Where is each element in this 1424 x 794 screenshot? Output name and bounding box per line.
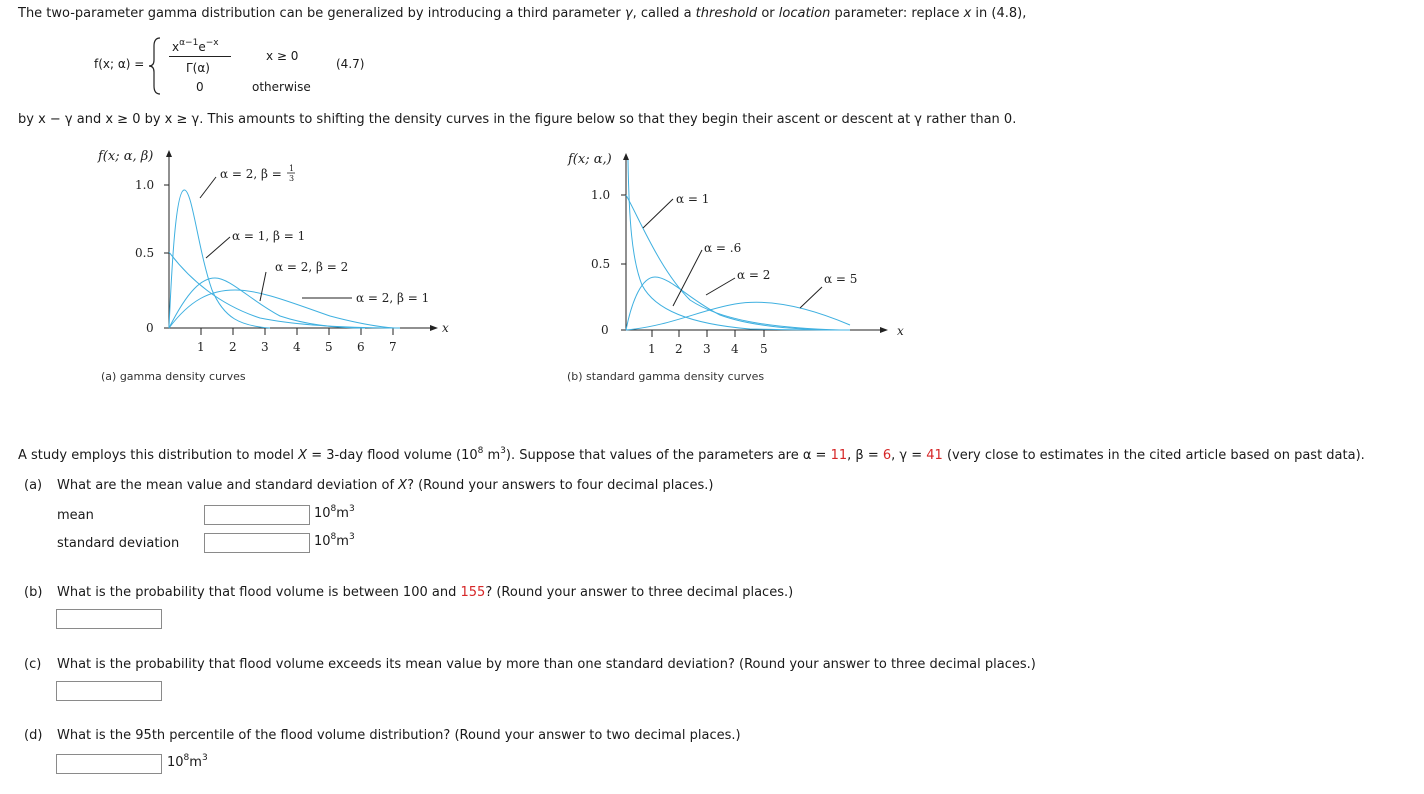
mean-unit: $10^8m^3$ [314,504,355,521]
intro-gamma: γ [624,6,633,21]
fig-a-ytick-05: 0.5 [135,246,155,260]
part-c-input[interactable] [56,681,162,701]
fig-a-ytick-1: 1.0 [135,178,155,192]
intro-threshold: threshold [695,6,758,21]
intro-mid2: parameter: replace [830,6,964,21]
fig-b-label-a5: α = 5 [824,272,858,286]
fig-b-curve-a5 [626,302,850,330]
part-d-label: (d) [24,728,43,743]
fig-b-ytick-05: 0.5 [591,257,611,271]
fig-a-ylabel: f(x; α, β) [98,149,154,164]
fig-a-xaxis-arrow [430,325,438,331]
fig-b-curve-a2 [626,277,830,330]
eq-case1-condition: x ≥ 0 [266,49,299,63]
fig-b-xtick-1: 1 [648,342,656,356]
part-b-input[interactable] [56,609,162,629]
fig-a-caption: (a) gamma density curves [101,370,246,383]
replace-text: by x − γ and x ≥ 0 by x ≥ γ. This amounts to shifting the density curves in the figure below so that they begin their ascent or descent at γ rather than 0. [18,112,1017,127]
eq-number: (4.7) [336,57,365,71]
fig-b-label-a1: α = 1 [676,192,710,206]
beta-value: 6 [882,448,892,463]
intro-post: in (4.8), [971,6,1027,21]
intro-location: location [778,6,831,21]
part-c-label: (c) [24,657,42,672]
gamma-value: 41 [926,448,943,463]
eq-brace [148,36,162,96]
fig-a-xtick-5: 5 [325,340,333,354]
eq-fraction-bar [169,56,231,57]
fig-a-label-frac-den: 3 [289,174,295,183]
part-c-question: What is the probability that flood volume exceeds its mean value by more than one standard deviation? (Round your answer to three decimal places.) [57,657,1036,672]
fig-a-label-a2-b1-3: α = 2, β = [220,167,282,181]
part-a-label: (a) [24,478,43,493]
mean-input[interactable] [204,505,310,525]
eq-denominator: Γ(α) [186,61,210,75]
intro-or: or [757,6,779,21]
intro-pre: The two-parameter gamma distribution can be generalized by introducing a third parameter [18,6,625,21]
study-text: A study employs this distribution to model X = 3-day flood volume ($10^8$ $m^3$). Suppose that values of the parameters are α = 11, β = 6, γ = 41 (very close to estimates in the cited article based on past data). [18,446,1365,463]
intro-text [18,6,1026,21]
fig-b-ytick-1: 1.0 [591,188,611,202]
part-b-question: What is the probability that flood volume is between 100 and 155? (Round your answer to three decimal places.) [57,585,794,600]
alpha-value: 11 [830,448,848,463]
fig-a-xtick-7: 7 [389,340,397,354]
fig-a-xtick-1: 1 [197,340,205,354]
fig-b-label-a06: α = .6 [704,241,742,255]
fig-b-xlabel: x [897,324,904,338]
fig-a-label-a1-b1: α = 1, β = 1 [232,229,306,243]
eq-case2-value: 0 [196,80,204,94]
figure-a [90,140,470,360]
fig-b-xtick-5: 5 [760,342,768,356]
sd-label: standard deviation [57,536,180,551]
part-d-input[interactable] [56,754,162,774]
fig-a-xtick-3: 3 [261,340,269,354]
fig-a-label-a2-b1: α = 2, β = 1 [356,291,430,305]
fig-a-curve-a2-b1-3 [169,190,270,328]
part-b-label: (b) [24,585,43,600]
fig-a-label-frac-num: 1 [289,164,295,173]
fig-b-caption: (b) standard gamma density curves [567,370,765,383]
fig-b-ylabel: f(x; α,) [568,152,612,167]
part-d-question: What is the 95th percentile of the flood volume distribution? (Round your answer to two decimal places.) [57,728,741,743]
part-a-question: What are the mean value and standard deviation of X? (Round your answers to four decimal places.) [57,478,714,493]
fig-b-xtick-4: 4 [731,342,739,356]
fig-b-xtick-2: 2 [675,342,683,356]
fig-b-xtick-3: 3 [703,342,711,356]
fig-b-label-a2: α = 2 [737,268,771,282]
intro-mid1: , called a [632,6,696,21]
fig-a-xtick-6: 6 [357,340,365,354]
eq-numerator: $x^{\alpha-1}e^{-x}$ [172,38,219,54]
part-d-unit: $10^8m^3$ [167,753,208,770]
fig-a-xtick-2: 2 [229,340,237,354]
fig-b-ytick-0: 0 [601,323,609,337]
sd-unit: $10^8m^3$ [314,532,355,549]
intro-x: x [963,6,972,21]
fig-a-curve-a2-b1 [169,278,365,328]
fig-a-xlabel: x [442,321,449,335]
part-b-highlight: 155 [460,585,486,600]
fig-a-xtick-4: 4 [293,340,301,354]
mean-label: mean [57,508,94,523]
sd-input[interactable] [204,533,310,553]
figure-b [560,140,920,360]
fig-a-ytick-0: 0 [146,321,154,335]
eq-lhs: f(x; α) = [94,57,145,71]
eq-case2-condition: otherwise [252,80,311,94]
fig-b-xaxis-arrow [880,327,888,333]
fig-a-label-a2-b2: α = 2, β = 2 [275,260,349,274]
